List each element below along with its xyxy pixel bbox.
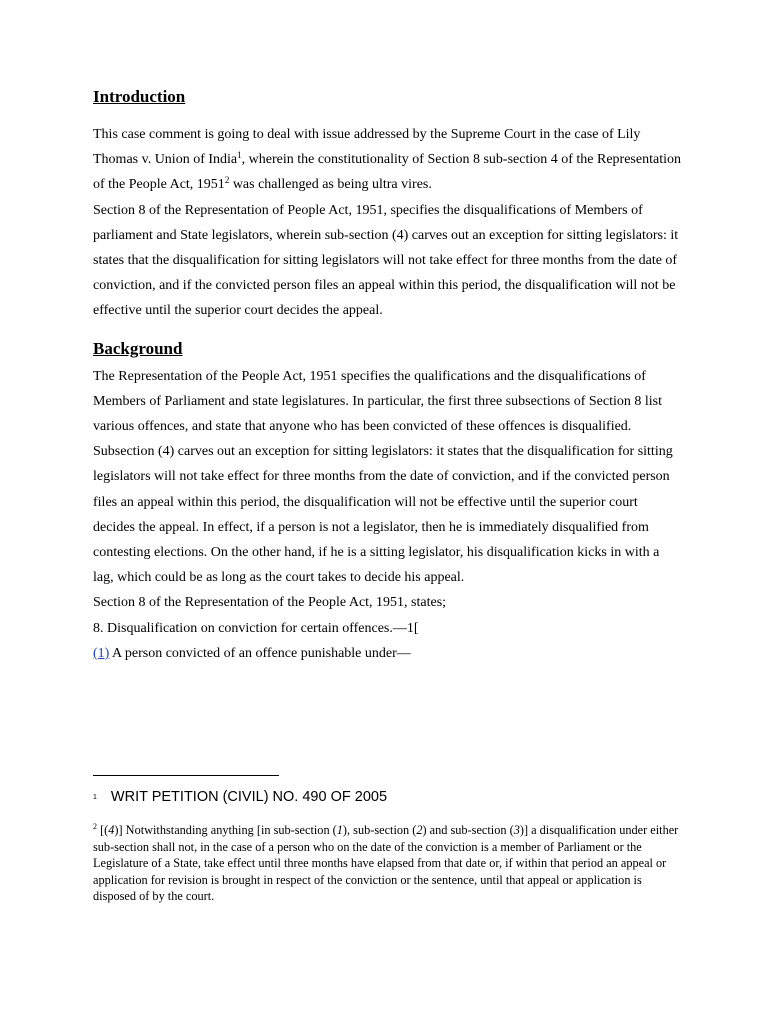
- footnote-2-number: 2: [93, 822, 97, 831]
- footnote-1-number: 1: [93, 794, 97, 801]
- footnote-2-sub-1: 1: [336, 823, 343, 837]
- subsection-1-text: A person convicted of an offence punishable under—: [109, 645, 411, 661]
- background-paragraph-1: The Representation of the People Act, 1951 specifies the qualifications and the disqualifications of Members of Parliament and state legislatures. In particular, the first three subsections of Section 8 list various offences, and state that anyone who has been convicted of these offences is disqualified. Subsection (4) carves out an exception for sitting legislators: it states that the disqualification for sitting legislators will not take effect for three months from the date of conviction, and if the convicted person files an appeal within this period, the disqualification will not be effective until the superior court decides the appeal. In effect, if a person is not a legislator, then he is immediately disqualified from contesting elections. On the other hand, if he is a sitting legislator, his disqualification kicks in with a lag, which could be as long as the court takes to decide his appeal.: [93, 368, 673, 586]
- background-heading: Background: [93, 338, 183, 358]
- footnote-2-sub-3: 3: [513, 823, 520, 837]
- footnote-2-text-d: ) and sub-section (: [422, 823, 514, 837]
- introduction-paragraph-1: [93, 122, 683, 198]
- subsection-1-link[interactable]: (1): [93, 645, 110, 661]
- intro-text-a: This case comment is going to deal with issue addressed by the Supreme Court in the case of Lily Thomas v. Union of India: [93, 127, 641, 168]
- background-section: [93, 364, 683, 666]
- footnote-2-text-a: [(: [97, 823, 109, 837]
- footnote-2-text-e: )] a disqualification under either sub-section shall not, in the case of a person who on the date of the conviction is a member of Parliament or the Legislature of a State, take effect until three months have elapsed from that date or, if within that period an appeal or application for revision is brought in respect of the conviction or the sentence, until that appeal or application is disposed of by the court.: [93, 823, 679, 903]
- footnote-2: [93, 822, 683, 905]
- intro-text-c: was challenged as being ultra vires.: [229, 177, 432, 193]
- background-paragraph-2: Section 8 of the Representation of the People Act, 1951, states;: [93, 595, 447, 611]
- document-page: [93, 86, 683, 666]
- footnote-2-text-b: )] Notwithstanding anything [in sub-section (: [114, 823, 337, 837]
- background-paragraph-3: 8. Disqualification on conviction for certain offences.—1[: [93, 620, 419, 636]
- introduction-section: [93, 122, 683, 324]
- intro-text-b: , wherein the constitutionality of Section 8 sub-section 4 of the Representation of the People Act, 1951: [93, 152, 681, 193]
- footnote-1-text: WRIT PETITION (CIVIL) NO. 490 OF 2005: [110, 789, 388, 805]
- footnote-ref-1[interactable]: 1: [237, 150, 242, 161]
- footnote-2-sub-4: 4: [108, 823, 115, 837]
- introduction-heading: Introduction: [93, 87, 186, 106]
- footnote-2-sub-2: 2: [416, 823, 423, 837]
- footnote-1: [93, 787, 683, 808]
- footnote-2-text-c: ), sub-section (: [342, 823, 417, 837]
- footnote-ref-2[interactable]: 2: [224, 175, 230, 186]
- footnote-divider: [93, 775, 279, 776]
- background-paragraph-4: [93, 641, 683, 666]
- introduction-paragraph-2: Section 8 of the Representation of People Act, 1951, specifies the disqualifications of Members of parliament and State legislators, wherein sub-section (4) carves out an exception for sitting legislators: it states that the disqualification for sitting legislators will not take effect for three months from the date of conviction, and if the convicted person files an appeal within this period, the disqualification will not be effective until the superior court decides the appeal.: [93, 202, 679, 319]
